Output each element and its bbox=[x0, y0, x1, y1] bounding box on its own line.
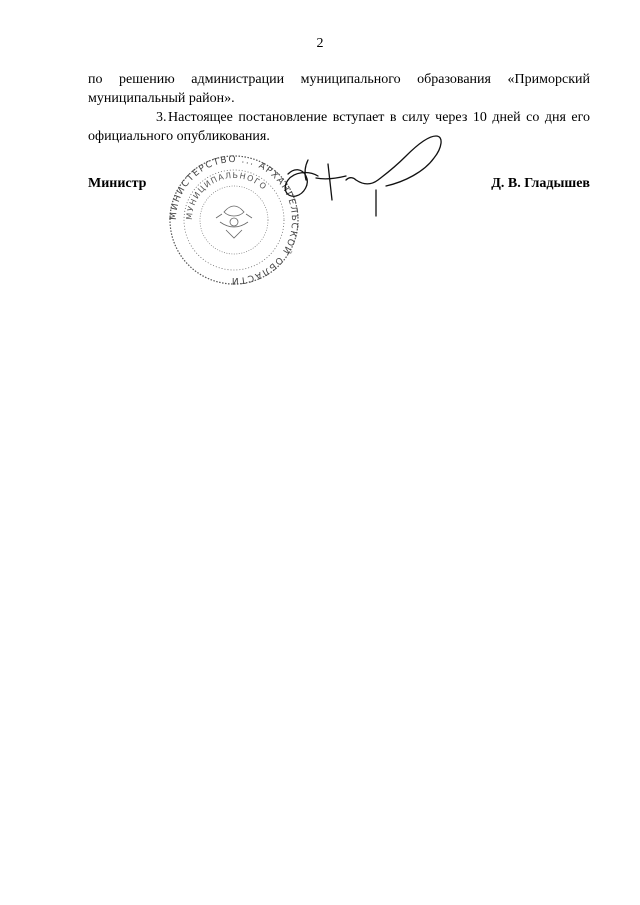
seal-outer-text: МИНИСТЕРСТВО ... АРХАНГЕЛЬСКОЙ ОБЛАСТИ bbox=[168, 154, 300, 286]
page-number: 2 bbox=[316, 36, 324, 51]
seal-inner-text: МУНИЦИПАЛЬНОГО bbox=[184, 170, 269, 221]
item-number: 3. bbox=[156, 110, 167, 125]
signatory-title: Министр bbox=[88, 176, 147, 191]
emblem-icon bbox=[216, 206, 252, 238]
item-text: Настоящее постановление вступает в силу через 10 дней со дня его официального опубликования. bbox=[88, 110, 590, 144]
paragraph-continuation: по решению администрации муниципального образования «Приморский муниципальный район». bbox=[88, 72, 590, 106]
handwritten-signature bbox=[268, 134, 458, 218]
signatory-name: Д. В. Гладышев bbox=[491, 176, 590, 191]
